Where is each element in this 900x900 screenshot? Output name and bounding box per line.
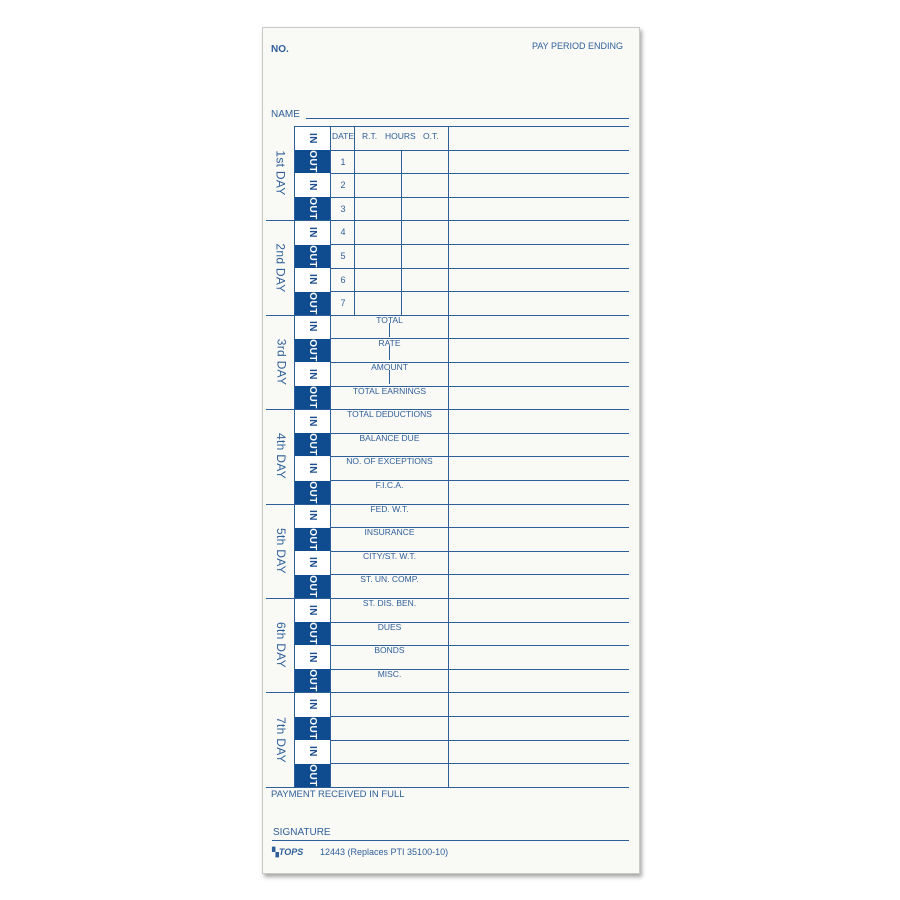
date-right-line [354,126,355,315]
out-label: OUT [306,480,318,504]
in-label: IN [306,698,318,710]
out-cell [294,386,330,409]
summary-label: MISC. [377,668,402,679]
summary-tick [389,370,390,384]
in-cell [294,174,330,197]
out-label: OUT [306,527,318,551]
form-number: 12443 (Replaces PTI 35100-10) [320,847,449,857]
summary-label: NO. OF EXCEPTIONS [346,456,433,467]
in-cell [294,363,330,386]
out-cell [294,622,330,645]
out-label: OUT [306,575,318,598]
in-cell [294,221,330,244]
out-cell [294,292,330,315]
summary-label: ST. UN. COMP. [360,574,419,585]
summary-label: INSURANCE [364,527,415,538]
out-label: OUT [306,291,318,315]
row-line [330,173,629,174]
in-label: IN [306,510,318,522]
in-cell [294,268,330,291]
summary-label: BALANCE DUE [359,432,420,443]
in-cell [294,646,330,669]
in-cell [294,410,330,433]
row-line [330,291,629,292]
row-line [330,244,629,245]
out-cell [294,433,330,456]
signature-line [272,840,629,841]
out-cell [294,575,330,598]
out-cell [294,717,330,740]
io-right-line [330,126,331,787]
out-label: OUT [306,339,318,362]
date-number: 3 [340,203,346,214]
in-label: IN [306,462,318,474]
out-label: OUT [306,244,318,268]
out-cell [294,528,330,551]
payment-received-label: PAYMENT RECEIVED IN FULL [271,789,405,800]
name-line [306,118,629,119]
date-number: 5 [340,251,346,261]
summary-label: BONDS [374,645,405,656]
out-label: OUT [306,150,318,173]
in-label: IN [306,179,318,191]
in-cell [294,740,330,763]
out-cell [294,669,330,692]
day-label-text: 6th DAY [274,622,288,669]
out-cell [294,197,330,220]
day-label [266,598,296,692]
day-label-text: 1st DAY [274,150,289,196]
out-label: OUT [306,622,318,645]
summary-label: TOTAL EARNINGS [352,385,427,396]
out-label: OUT [306,669,318,693]
day-label-text: 5th DAY [274,527,288,574]
number-label: NO. [271,44,289,55]
date-column-header: DATE [332,131,355,141]
in-cell [294,504,330,527]
day-label [266,220,296,314]
in-label: IN [306,557,318,569]
in-label: IN [306,415,318,427]
summary-label: ST. DIS. BEN. [362,598,417,608]
in-cell [294,315,330,338]
in-cell [294,457,330,480]
summary-label: AMOUNT [371,362,408,372]
out-cell [294,245,330,268]
row-line [330,763,629,764]
day-label-text: 3rd DAY [274,338,288,386]
date-number: 4 [340,227,346,238]
day-label [266,126,296,220]
header-top-line [294,126,629,127]
day-label-text: 4th DAY [274,433,288,480]
date-number: 6 [340,274,346,285]
in-label: IN [306,604,318,616]
summary-right-line [448,126,449,787]
day-label [266,315,296,409]
row-line [330,740,629,741]
hours-column-header: HOURS [385,131,416,141]
in-label: IN [306,368,318,380]
pay-period-ending-label: PAY PERIOD ENDING [532,41,624,51]
day-label [266,409,296,503]
summary-label: TOTAL [376,314,403,325]
out-label: OUT [306,763,318,787]
row-line [266,787,629,788]
in-label: IN [306,274,318,286]
in-label: IN [306,321,318,333]
summary-label: RATE [378,338,401,349]
day-label-text: 2nd DAY [274,242,288,293]
out-cell [294,481,330,504]
date-number: 7 [340,298,346,309]
summary-label: F.I.C.A. [375,480,404,490]
out-label: OUT [306,197,318,221]
row-line [330,268,629,269]
in-cell [294,551,330,574]
rt-right-line [401,150,402,315]
row-line [330,150,629,151]
summary-label: TOTAL DEDUCTIONS [347,409,432,420]
in-label: IN [306,132,318,144]
name-label: NAME [271,109,300,120]
summary-label: FED. W.T. [370,503,409,514]
day-label [266,504,296,598]
summary-tick [389,323,390,337]
row-line [330,197,629,198]
tops-brand-text: TOPS [278,847,304,857]
day-label [266,692,296,786]
in-cell [294,693,330,716]
out-label: OUT [306,386,318,409]
in-cell [294,599,330,622]
out-cell [294,764,330,787]
out-label: OUT [306,716,318,740]
out-cell [294,150,330,173]
summary-label: CITY/ST. W.T. [363,550,416,561]
signature-label: SIGNATURE [273,827,331,838]
out-cell [294,339,330,362]
day-label-text: 7th DAY [274,716,288,763]
rt-column-header: R.T. [362,131,378,141]
date-number: 1 [340,156,346,167]
summary-tick [389,346,390,360]
in-label: IN [306,746,318,758]
in-label: IN [306,651,318,663]
summary-label: DUES [377,621,402,632]
in-label: IN [306,226,318,238]
row-line [330,716,629,717]
out-label: OUT [306,433,318,457]
ot-column-header: O.T. [423,131,439,141]
in-cell [294,127,330,150]
tops-logo: ▚TOPS [272,847,304,857]
date-number: 2 [340,180,346,191]
